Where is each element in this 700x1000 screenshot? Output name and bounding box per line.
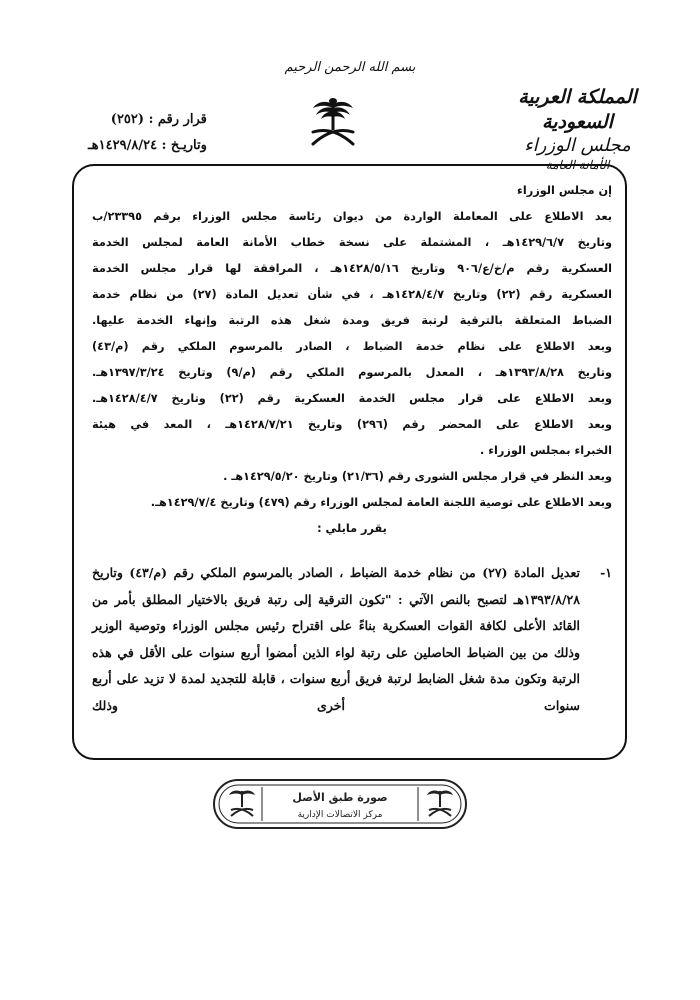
body-line: بعد الاطلاع على المعاملة الواردة من ديوان رئاسة مجلس الوزراء برقم ٢٣٣٩٥/ب <box>92 210 612 223</box>
body-line: وبعد الاطلاع على توصية اللجنة العامة لمجلس الوزراء رقم (٤٧٩) وتاريخ ١٤٢٩/٧/٤هـ. <box>150 496 612 509</box>
decides-heading: يقرر مايلي : <box>317 522 387 535</box>
stamp-text: مركز الاتصالات الإدارية <box>297 810 383 820</box>
body-line: وتاريخ ١٤٢٩/٦/٧هـ ، المشتملة على نسخة خطاب الأمانة العامة لمجلس الخدمة <box>92 236 612 249</box>
stamp-text: صورة طبق الأصل <box>292 791 388 804</box>
stamp-emblem-icon <box>427 791 453 816</box>
opening-line: إن مجلس الوزراء <box>517 184 612 197</box>
item-text: تعديل المادة (٢٧) من نظام خدمة الضباط ، الصادر بالمرسوم الملكي رقم (م/٤٣) وتاريخ ١٣٩٣/٨/٢٨هـ لتصبح بالنص الآتي : "تكون الترقية إلى رتبة فريق بالاختيار المطلق بأمر من القائد الأعلى لكافة القوات العسكرية بناءً على اقتراح رئيس مجلس الوزراء وتوصية الوزير وذلك من بين الضباط الحاصلين على رتبة لواء الذين أمضوا أربع سنوات على الأقل في هذه الرتبة وتكون مدة شغل الضابط لرتبة فريق أربع سنوات ، قابلة للتجديد لمدة لا تزيد على أربع سنوات أخرى وذلك <box>92 565 580 713</box>
body-line: وبعد الاطلاع على قرار مجلس الخدمة العسكرية رقم (٢٢) وتاريخ ١٤٢٨/٤/٧هـ. <box>92 392 612 405</box>
saudi-emblem-icon <box>305 92 361 150</box>
body-line: الضباط المتعلقة بالترقية لرتبة فريق ومدة شغل هذه الرتبة وإنهاء الخدمة عليها. <box>92 314 612 327</box>
body-line: وبعد النظر في قرار مجلس الشورى رقم (٢١/٣٦) وتاريخ ١٤٢٩/٥/٢٠هـ . <box>223 470 612 483</box>
body-line: العسكرية رقم م/خ/ع/٩٠٦ وتاريخ ١٤٢٨/٥/١٦هـ ، المرافقة لها قرار مجلس الخدمة <box>92 262 612 275</box>
body-line: وبعد الاطلاع على المحضر رقم (٢٩٦) وتاريخ ١٤٢٨/٧/٢١هـ ، المعد في هيئة <box>92 418 613 431</box>
decision-date: وتاريـخ : ١٤٢٩/٨/٢٤هـ <box>88 138 207 153</box>
stamp-emblem-icon <box>229 791 255 816</box>
decision-item-1 <box>92 560 612 719</box>
body-line: وبعد الاطلاع على نظام خدمة الضباط ، الصادر بالمرسوم الملكي رقم (م/٤٣) <box>92 340 612 353</box>
kingdom-name: المملكة العربية السعودية <box>518 86 637 133</box>
secretariat-name: الأمانة العامة <box>545 157 610 172</box>
decision-info <box>88 112 207 164</box>
council-name: مجلس الوزراء <box>524 135 631 157</box>
item-number: ١- <box>600 565 612 580</box>
body-line: الخبراء بمجلس الوزراء . <box>479 444 612 457</box>
basmala: بسم الله الرحمن الرحيم <box>284 60 416 75</box>
body-line: وتاريخ ١٣٩٣/٨/٢٨هـ ، المعدل بالمرسوم الملكي رقم (م/٩) وتاريخ ١٣٩٧/٣/٢٤هـ. <box>92 366 612 379</box>
body-line: العسكرية رقم (٢٢) وتاريخ ١٤٢٨/٤/٧هـ ، في شأن تعديل المادة (٢٧) من نظام خدمة <box>92 288 613 301</box>
decision-body <box>92 178 612 542</box>
letterhead <box>495 85 660 173</box>
decision-number: قرار رقم : (٢٥٢) <box>110 112 207 127</box>
official-stamp <box>212 778 468 830</box>
